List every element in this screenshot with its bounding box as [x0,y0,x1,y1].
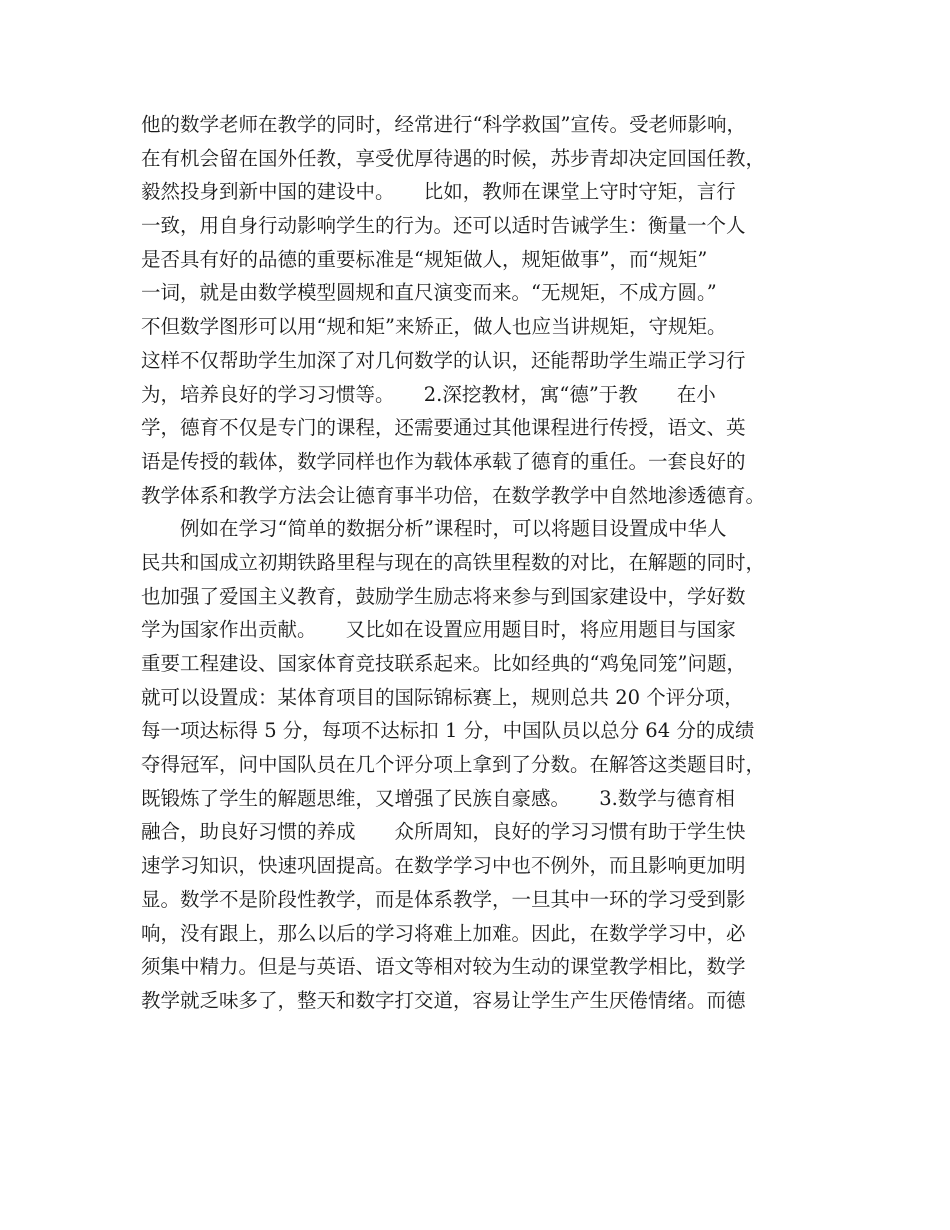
text-line: 例如在学习“简单的数据分析”课程时，可以将题目设置成中华人 [141,517,727,541]
text-line: 既锻炼了学生的解题思维，又增强了民族自豪感。 3.数学与德育相 [141,786,735,810]
text-line: 教学体系和教学方法会让德育事半功倍，在数学教学中自然地渗透德育。 [141,483,766,507]
body-text [141,108,841,1018]
text-line: 这样不仅帮助学生加深了对几何数学的认识，还能帮助学生端正学习行 [141,348,746,372]
text-line: 响，没有跟上，那么以后的学习将难上加难。因此，在数学学习中，必 [141,921,746,945]
text-line: 速学习知识，快速巩固提高。在数学学习中也不例外，而且影响更加明 [141,854,746,878]
text-line: 语是传授的载体，数学同样也作为载体承载了德育的重任。一套良好的 [141,449,746,473]
text-line: 民共和国成立初期铁路里程与现在的高铁里程数的对比，在解题的同时， [141,550,766,574]
text-line: 夺得冠军，问中国队员在几个评分项上拿到了分数。在解答这类题目时， [141,753,766,777]
text-line: 一词，就是由数学模型圆规和直尺演变而来。“无规矩，不成方圆。” [141,281,717,305]
text-line: 融合，助良好习惯的养成 众所周知，良好的学习习惯有助于学生快 [141,820,746,844]
text-line: 须集中精力。但是与英语、语文等相对较为生动的课堂教学相比，数学 [141,955,746,979]
text-line: 教学就乏味多了，整天和数字打交道，容易让学生产生厌倦情绪。而德 [141,988,746,1012]
text-line: 也加强了爱国主义教育，鼓励学生励志将来参与到国家建设中，学好数 [141,584,746,608]
text-line: 为，培养良好的学习习惯等。 2.深挖教材，寓“德”于教 在小 [141,382,716,406]
text-line: 每一项达标得 5 分，每项不达标扣 1 分，中国队员以总分 64 分的成绩 [141,719,755,743]
text-line: 是否具有好的品德的重要标准是“规矩做人，规矩做事”，而“规矩” [141,247,708,271]
text-line: 重要工程建设、国家体育竞技联系起来。比如经典的“鸡兔同笼”问题， [141,652,746,675]
text-line: 毅然投身到新中国的建设中。 比如，教师在课堂上守时守矩，言行 [141,180,736,204]
text-line: 不但数学图形可以用“规和矩”来矫正，做人也应当讲规矩，守规矩。 [141,315,727,339]
text-line: 显。数学不是阶段性教学，而是体系教学，一旦其中一环的学习受到影 [141,887,746,911]
text-line: 一致，用自身行动影响学生的行为。还可以适时告诫学生：衡量一个人 [141,214,746,238]
text-line: 就可以设置成：某体育项目的国际锦标赛上，规则总共 20 个评分项， [141,685,744,709]
text-line: 学为国家作出贡献。 又比如在设置应用题目时，将应用题目与国家 [141,618,736,642]
text-line: 学，德育不仅是专门的课程，还需要通过其他课程进行传授，语文、英 [141,416,746,440]
text-line: 他的数学老师在教学的同时，经常进行“科学救国”宣传。受老师影响， [141,113,746,136]
text-line: 在有机会留在国外任教，享受优厚待遇的时候，苏步青却决定回国任教， [141,146,766,170]
